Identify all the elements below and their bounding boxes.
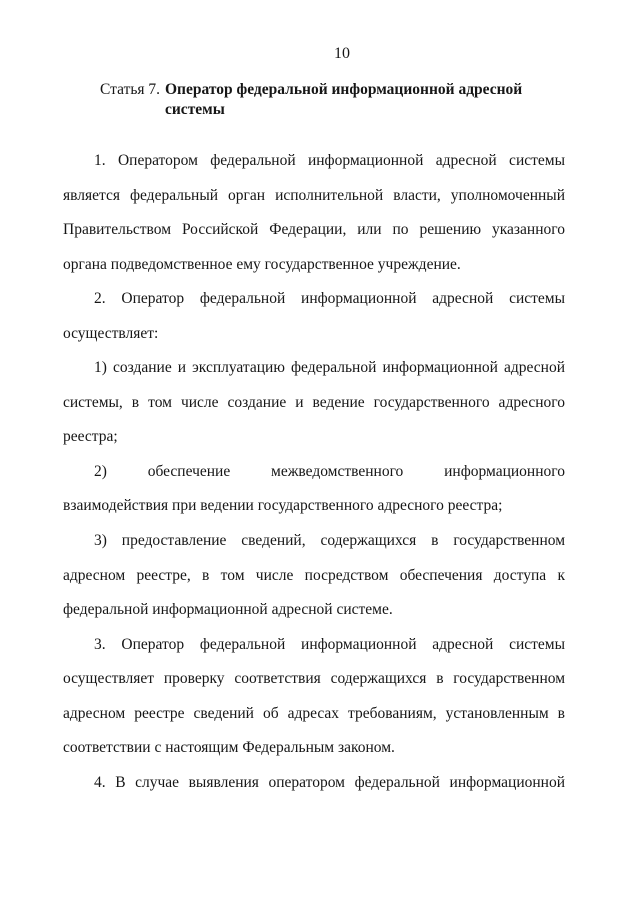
text-line: 1) создание и эксплуатацию федеральной информационной адресной bbox=[94, 359, 565, 377]
article-title bbox=[165, 80, 522, 119]
text-line: 3) предоставление сведений, содержащихся в государственном bbox=[94, 532, 565, 550]
article-title-line: системы bbox=[165, 100, 225, 118]
text-line: 2. Оператор федеральной информационной адресной системы bbox=[94, 290, 565, 308]
article-label: Статья 7. bbox=[100, 81, 161, 98]
text-line: органа подведомственное ему государственное учреждение. bbox=[63, 255, 461, 273]
text-line: соответствии с настоящим Федеральным законом. bbox=[63, 739, 395, 757]
text-line: Правительством Российской Федерации, или по решению указанного bbox=[63, 221, 565, 239]
text-line: федеральной информационной адресной системе. bbox=[63, 601, 393, 619]
text-line: системы, в том числе создание и ведение государственного адресного bbox=[63, 393, 565, 411]
article-heading bbox=[100, 80, 560, 119]
text-line: взаимодействия при ведении государственного адресного реестра; bbox=[63, 497, 503, 515]
page-number: 10 bbox=[334, 45, 350, 62]
text-line: 2) обеспечение межведомственного информационного bbox=[94, 462, 565, 480]
article-title-line: Оператор федеральной информационной адресной bbox=[165, 81, 523, 98]
text-line: 3. Оператор федеральной информационной адресной системы bbox=[94, 635, 565, 653]
text-line: является федеральный орган исполнительной власти, уполномоченный bbox=[63, 186, 565, 204]
article-body bbox=[63, 144, 565, 800]
text-line: адресном реестре сведений об адресах требованиям, установленным в bbox=[63, 704, 565, 722]
text-line: реестра; bbox=[63, 428, 118, 446]
text-line: осуществляет: bbox=[63, 324, 159, 342]
text-line: 4. В случае выявления оператором федеральной информационной bbox=[94, 773, 565, 791]
text-line: 1. Оператором федеральной информационной адресной системы bbox=[94, 152, 565, 169]
text-line: адресном реестре, в том числе посредством обеспечения доступа к bbox=[63, 566, 565, 584]
text-line: осуществляет проверку соответствия содержащихся в государственном bbox=[63, 670, 565, 688]
